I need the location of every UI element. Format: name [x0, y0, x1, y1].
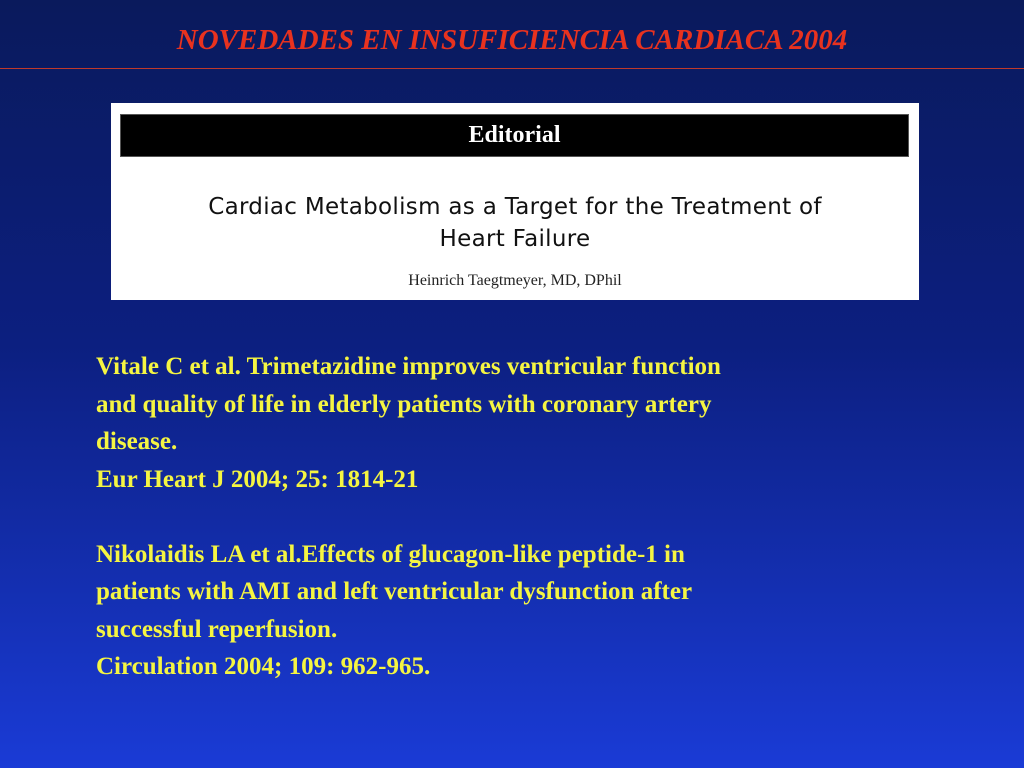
- slide-title: NOVEDADES EN INSUFICIENCIA CARDIACA 2004: [176, 24, 848, 56]
- reference-text-line: disease.: [96, 428, 178, 455]
- reference-citation: Eur Heart J 2004; 25: 1814-21: [96, 465, 419, 493]
- reference-citation: Circulation 2004; 109: 962-965.: [96, 653, 431, 680]
- reference-list: [96, 348, 926, 686]
- article-title: [111, 191, 919, 255]
- reference-item: [96, 536, 926, 686]
- reference-text-line: Nikolaidis LA et al.Effects of glucagon-like peptide-1 in: [96, 540, 685, 568]
- article-title-line-2: Heart Failure: [439, 226, 591, 252]
- article-image: [111, 103, 919, 300]
- reference-text-line: successful reperfusion.: [96, 615, 338, 643]
- reference-text-line: and quality of life in elderly patients with coronary artery: [96, 390, 712, 418]
- article-title-line-1: Cardiac Metabolism as a Target for the Treatment of: [208, 194, 822, 220]
- reference-text-line: Vitale C et al. Trimetazidine improves ventricular function: [96, 353, 721, 380]
- reference-spacer: [96, 498, 926, 536]
- reference-item: [96, 348, 926, 498]
- title-divider: [0, 68, 1024, 69]
- editorial-banner: Editorial: [120, 114, 909, 157]
- reference-text-line: patients with AMI and left ventricular dysfunction after: [96, 578, 693, 605]
- article-author: Heinrich Taegtmeyer, MD, DPhil: [408, 272, 622, 289]
